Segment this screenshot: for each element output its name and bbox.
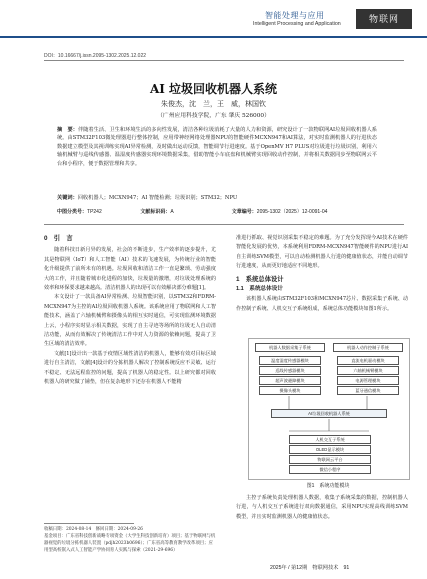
fig-item-ultrasonic: 超声波避障模块: [259, 376, 321, 385]
figure-1: [248, 338, 410, 480]
footnote-rule: [44, 523, 134, 524]
header-rule: [0, 36, 427, 38]
paper-title: AI 垃圾回收机器人系统: [149, 82, 278, 96]
fig-item-oled: OLED显示模块: [289, 445, 371, 454]
doc-code-label: 文献标识码：: [140, 209, 171, 215]
fig-box-control-subsystem: 机器人动作控制子系统: [333, 343, 403, 352]
fig-item-robot-arm: 六轴机械臂模块: [337, 366, 399, 375]
section-design-title: 1 系统总体设计: [236, 275, 284, 283]
right-paragraph-continued: 准进行抓取、视觉识别采集不稳定的难题。为了充分发挥现今AI技术在硬件智能化发展的优势，本系统利用FDRM-MCXN947智能硬件的NPU进行AI自主训练SVM模型，可以自动检测机器人行进的健康值状态，并能自动调节行进速度，从而更好地适应不同地形。: [236, 235, 408, 270]
fig-item-wechat: 微信小程序: [289, 465, 371, 474]
intro-paragraph-3: 文献[1]设计出一款基于疫情区域性清洁的机器人，能够有效对目标区域进行自主清洁，文献[4]设计的分拣机器人解决了控制系统反应不灵敏、运行不稳定、无法远程监控的问题，提高了机器人的稳定性。以上研究都对回收机器人的研究做了铺垫，但在复杂地形下还存在机器人不能精: [44, 350, 216, 386]
fig-box-data-subsystem: 机器人数据采集子系统: [255, 343, 325, 352]
article-no-value: 2095-1302（2025）12-0091-04: [256, 209, 328, 215]
footnote-fund: 基金项目：广东省科技创新战略专项资金（大学生科技创新培育）项目；基于物联网与机器视觉的垃圾分拣机器人装置（pdjh2023b0696）；广东省高等教育教学改革项目；应用型高校嵌入式人工智能产学协同育人实践与探索（2021-29-696）: [44, 534, 216, 553]
fig-item-bluetooth: 蓝牙通信模块: [337, 386, 399, 395]
page-footer: 2025年 / 第12期 物联网技术 91: [270, 565, 350, 571]
journal-section-title: 智能处理与应用: [265, 11, 325, 20]
classification-row: [57, 208, 377, 215]
footnote-received: 收稿日期：2024-08-14 修回日期：2024-09-26: [44, 527, 143, 532]
doi: DOI：10.16667/j.issn.2095-1302.2025.12.022: [44, 53, 147, 59]
abstract: [57, 126, 377, 168]
fig-box-system-core: AI垃圾回收机器人系统: [271, 409, 387, 418]
article-no-label: 文章编号：: [231, 209, 257, 215]
intro-paragraph-2: 本文设计了一款具备AI异常检测、垃圾智能识别，以STM32和FDRM-MCXN947为主控的AI垃圾回收机器人系统。该系统应用了物联网和人工智能技术，涵盖了六轴机械臂和摄像头的相互实时通信，可实现监测环境数据上云，小程序实时显示相关数据，实现了自主寻迹等场所的垃圾无人自动清洁功能，从而有效解决了传统清洁工作中对人力资源的依赖问题，提高了卫生区域的清洁效率。: [44, 294, 216, 348]
cls-label: 中图分类号：: [57, 209, 88, 215]
figure-1-caption: 图1 系统功能模块: [306, 483, 350, 489]
paper-authors: 朱俊杰，沈 兰，王 威，林国钦: [161, 100, 266, 108]
right-column: [236, 234, 408, 314]
fig-item-temp-humidity: 温度湿度传感器模块: [259, 356, 321, 365]
journal-logo: 物联网: [356, 9, 412, 29]
fig-box-hmi-subsystem: 人机交互子系统: [289, 435, 371, 444]
fig-item-iot-cloud: 物联网云平台: [289, 455, 371, 464]
abstract-label: 摘 要：: [57, 127, 78, 133]
intro-paragraph-1: 随着科技日新月异的发展，社会的不断进步，生产效率的逐步提升，尤其是物联网（IoT）和人工智能（AI）技术的飞速发展，为传统行业的智能化升级提供了前所未有的机遇。垃圾回收和清洁工作一直是繁琐、劳动强度大的工作，并且随着城市化进程的加快，垃圾量的激增，对垃圾处理系统的效率和环保要求越来越高。清洁机器人的出现可以有效解决部分难题[1]。: [44, 247, 216, 292]
abstract-rule: [44, 224, 404, 225]
doi-rule: [44, 60, 404, 61]
journal-section-subtitle: Intelligent Processing and Application: [253, 21, 341, 27]
doc-code-value: A: [170, 209, 174, 215]
subsection-design-title: 1.1 系统总体设计: [236, 286, 283, 293]
section-intro-title: 0 引 言: [44, 235, 73, 242]
right-column-lower: [236, 494, 408, 522]
keywords-text: 回收机器人；MCXN947；AI 智能检测；垃圾识别；STM32；NPU: [77, 195, 238, 201]
fig-item-power: 电源管理模块: [337, 376, 399, 385]
cls-value: TP242: [87, 209, 102, 215]
fig-item-camera: 摄像头模块: [259, 386, 321, 395]
left-column: [44, 234, 216, 388]
abstract-text: 伴随着生活、卫生和环境生活的多向性发展，清洁各种垃圾消耗了大量的人力和资源，研究设计了一款物联网AI垃圾回收机器人系统。由STM32F103微处理器进行整体控制，应用带神经网络处理器NPU的智能硬件MCXN947和AI算法，对实时监测机器人的行进状态数据建立模型及其视训练实现AI异常检测，及时做出运动反馈，智能调节行进速度。基于OpenMV H7 PLUS对垃圾进行垃圾识别，利用六轴机械臂与巡线传感器、温湿度传感器实现环境数据采集，借助智能小车底盘和机械臂实现回收动作控制，并将相关数据同步至物联网云平台和小程序，便于数据管理和共享。: [57, 127, 377, 167]
keywords-label: 关键词：: [57, 195, 78, 201]
design-paragraph-1: 该机器人系统由STM32F103和MCXN947芯片、数据采集子系统、动作控制子系统、人机交互子系统组成，系统总体功能模块如图1所示。: [236, 296, 408, 312]
fig-item-line-sensor: 巡线传感器模块: [259, 366, 321, 375]
keywords: [57, 194, 377, 202]
design-paragraph-2: 主控子系统负责处理机器人数据，收集子系统采集的数据，控制机器人行进，与人机交互子系统进行双向数据通信，采用NPU实现高线训练SVM模型，并且实时监测机器人的健康值状态。: [236, 495, 408, 520]
paper-affiliation: （广州应用科技学院，广东 肇庆 526000）: [157, 113, 270, 119]
fig-item-dc-motor: 直流电机驱动模块: [337, 356, 399, 365]
footnotes: [44, 526, 216, 554]
